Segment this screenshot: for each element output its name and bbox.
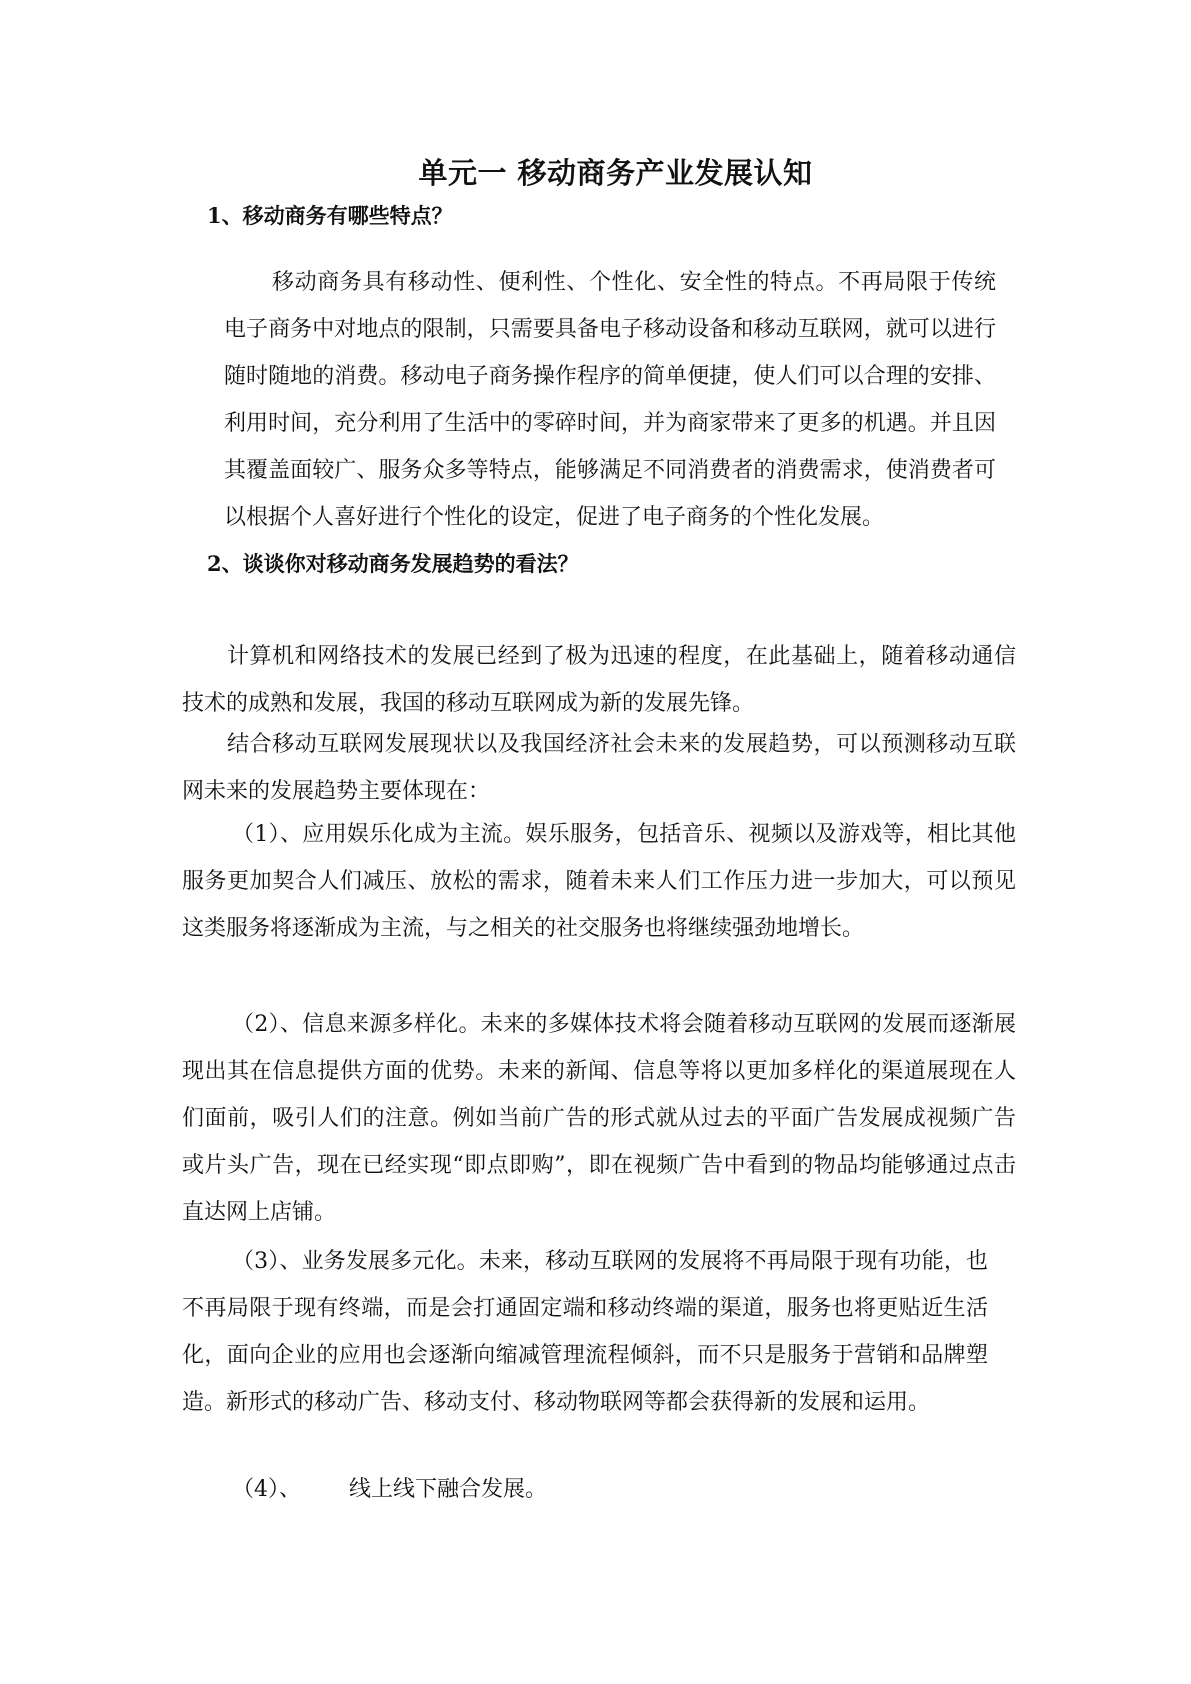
- trend-item-1: （1）、应用娱乐化成为主流。娱乐服务，包括音乐、视频以及游戏等，相比其他服务更加契合人们减压、放松的需求，随着未来人们工作压力进一步加大，可以预见这类服务将逐渐成为主流，与之相关的社交服务也将继续强劲地增长。: [182, 822, 1016, 941]
- question-1-heading: 1、移动商务有哪些特点？: [207, 203, 453, 228]
- document-title: 单元一 移动商务产业发展认知: [418, 156, 813, 190]
- trend-item-4: [232, 1466, 932, 1513]
- answer-2-paragraph-intro: 计算机和网络技术的发展已经到了极为迅速的程度，在此基础上，随着移动通信技术的成熟和发展，我国的移动互联网成为新的发展先锋。: [182, 644, 1016, 716]
- answer-2-paragraph-forecast: 结合移动互联网发展现状以及我国经济社会未来的发展趋势，可以预测移动互联网未来的发展趋势主要体现在：: [182, 732, 1016, 804]
- trend-item-2: （2）、信息来源多样化。未来的多媒体技术将会随着移动互联网的发展而逐渐展现出其在信息提供方面的优势。未来的新闻、信息等将以更加多样化的渠道展现在人们面前，吸引人们的注意。例如当前广告的形式就从过去的平面广告发展成视频广告或片头广告，现在已经实现“即点即购”，即在视频广告中看到的物品均能够通过点击直达网上店铺。: [182, 1012, 1016, 1225]
- trend-item-4-number: （4）、: [232, 1477, 301, 1502]
- trend-item-3: （3）、业务发展多元化。未来，移动互联网的发展将不再局限于现有功能，也不再局限于现有终端，而是会打通固定端和移动终端的渠道，服务也将更贴近生活化，面向企业的应用也会逐渐向缩减管理流程倾斜，而不只是服务于营销和品牌塑造。新形式的移动广告、移动支付、移动物联网等都会获得新的发展和运用。: [182, 1249, 988, 1415]
- trend-item-4-text: 线上线下融合发展。: [349, 1477, 548, 1502]
- answer-1-paragraph: 移动商务具有移动性、便利性、个性化、安全性的特点。不再局限于传统电子商务中对地点的限制，只需要具备电子移动设备和移动互联网，就可以进行随时随地的消费。移动电子商务操作程序的简单便捷，使人们可以合理的安排、利用时间，充分利用了生活中的零碎时间，并为商家带来了更多的机遇。并且因其覆盖面较广、服务众多等特点，能够满足不同消费者的消费需求，使消费者可以根据个人喜好进行个性化的设定，促进了电子商务的个性化发展。: [224, 270, 996, 530]
- question-2-heading: 2、谈谈你对移动商务发展趋势的看法？: [207, 551, 579, 576]
